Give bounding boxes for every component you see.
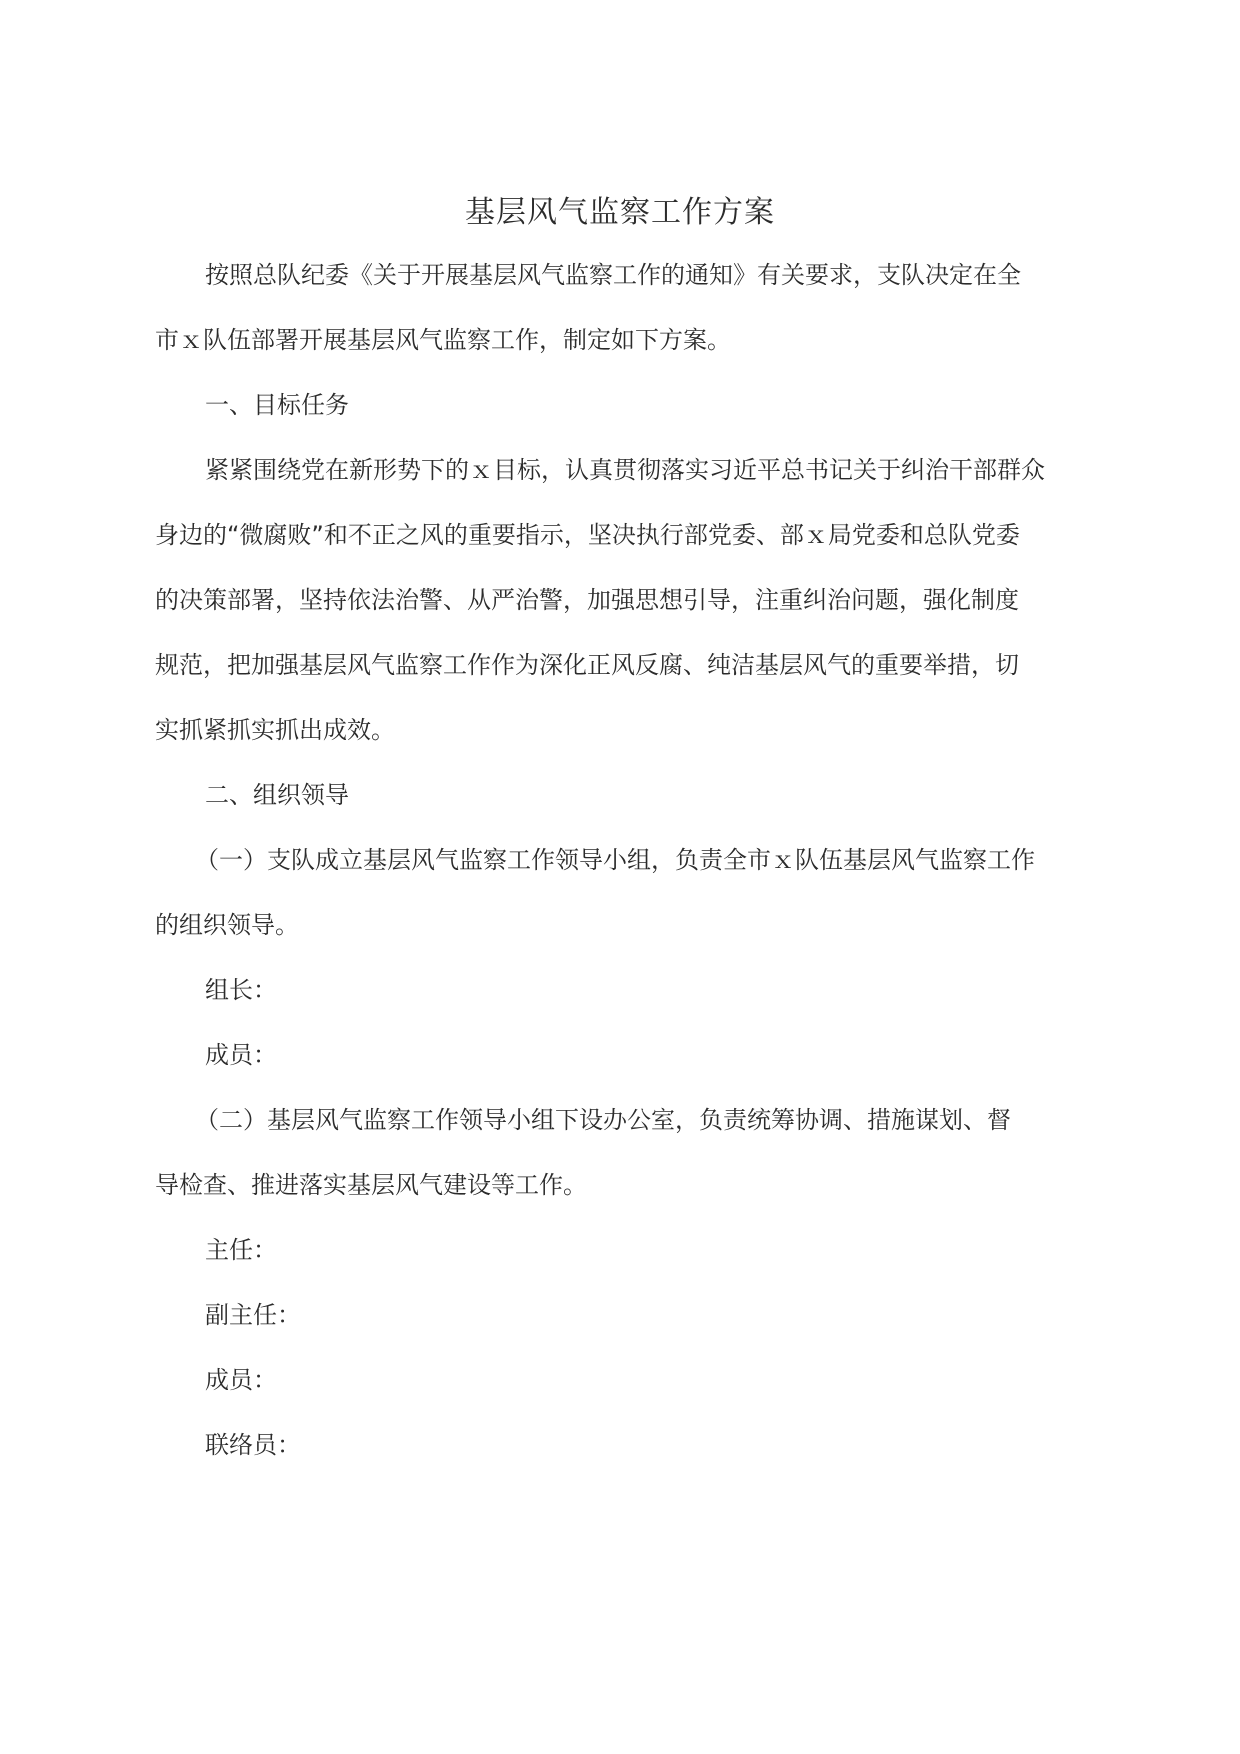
field-label: 主任： xyxy=(205,1236,277,1264)
paragraph-line: 的组织领导。 xyxy=(155,911,299,939)
field-label: 联络员： xyxy=(205,1431,301,1459)
paragraph-line: 实抓紧抓实抓出成效。 xyxy=(155,716,395,744)
paragraph-line: 紧紧围绕党在新形势下的ｘ目标，认真贯彻落实习近平总书记关于纠治干部群众 xyxy=(205,456,1045,484)
paragraph-line: 市ｘ队伍部署开展基层风气监察工作，制定如下方案。 xyxy=(155,326,731,354)
field-label: 组长： xyxy=(205,976,277,1004)
paragraph-line: （一）支队成立基层风气监察工作领导小组，负责全市ｘ队伍基层风气监察工作 xyxy=(195,846,1035,874)
paragraph-line: （二）基层风气监察工作领导小组下设办公室，负责统筹协调、措施谋划、督 xyxy=(195,1106,1011,1134)
paragraph-line: 规范，把加强基层风气监察工作作为深化正风反腐、纯洁基层风气的重要举措，切 xyxy=(155,651,1019,679)
paragraph-line: 按照总队纪委《关于开展基层风气监察工作的通知》有关要求，支队决定在全 xyxy=(205,261,1021,289)
paragraph-line: 导检查、推进落实基层风气建设等工作。 xyxy=(155,1171,587,1199)
document-title: 基层风气监察工作方案 xyxy=(465,195,775,230)
paragraph-line: 身边的“微腐败”和不正之风的重要指示，坚决执行部党委、部ｘ局党委和总队党委 xyxy=(155,521,1020,549)
paragraph-line: 的决策部署，坚持依法治警、从严治警，加强思想引导，注重纠治问题，强化制度 xyxy=(155,586,1019,614)
field-label: 成员： xyxy=(205,1366,277,1394)
field-label: 副主任： xyxy=(205,1301,301,1329)
section-heading: 一、目标任务 xyxy=(205,391,349,419)
section-heading: 二、组织领导 xyxy=(205,781,349,809)
field-label: 成员： xyxy=(205,1041,277,1069)
